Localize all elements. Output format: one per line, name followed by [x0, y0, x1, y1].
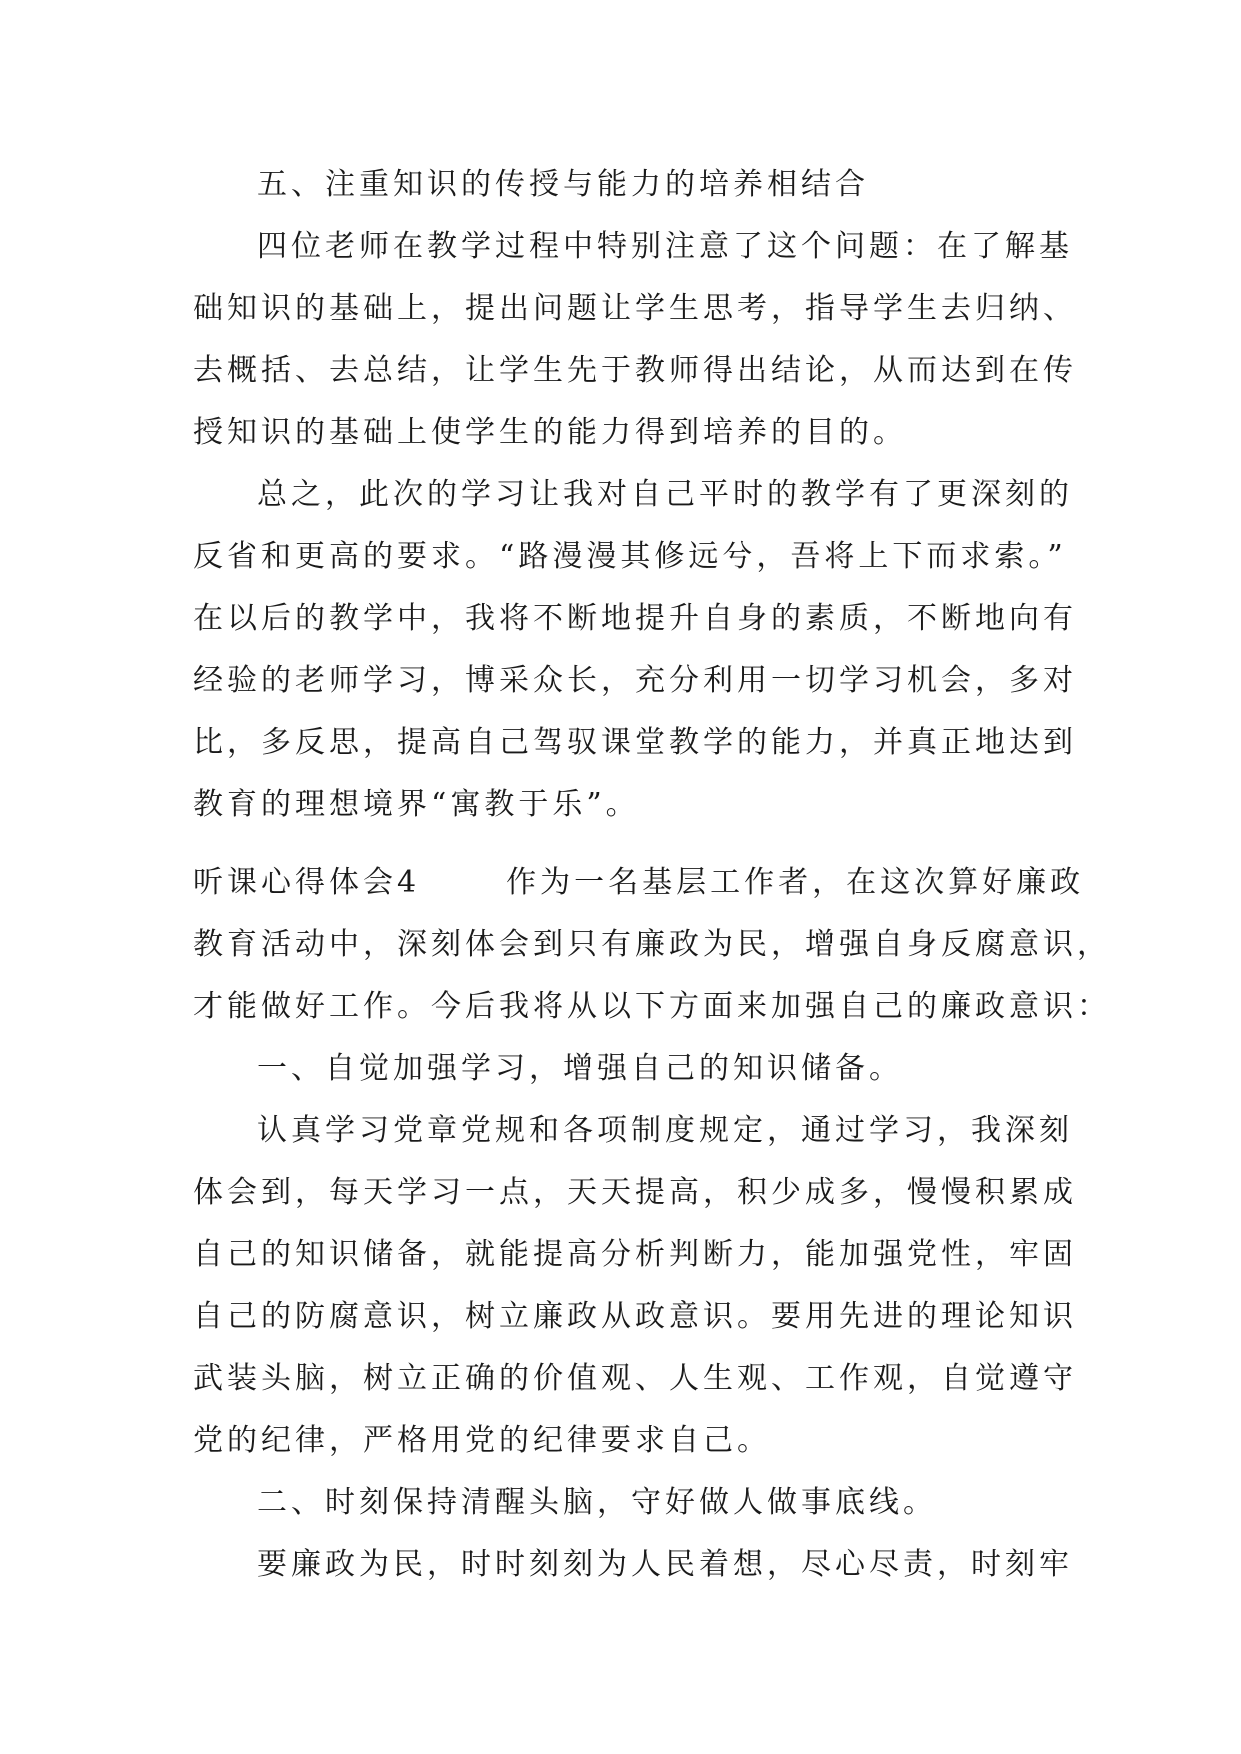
- intro-line: [193, 852, 1085, 914]
- paragraph-line: 总之，此次的学习让我对自己平时的教学有了更深刻的: [257, 477, 1073, 512]
- paragraph-line: 础知识的基础上，提出问题让学生思考，指导学生去归纳、: [193, 291, 1077, 326]
- paragraph-line: 要廉政为民，时时刻刻为人民着想，尽心尽责，时刻牢: [257, 1547, 1073, 1582]
- paragraph-line: 认真学习党章党规和各项制度规定，通过学习，我深刻: [257, 1113, 1073, 1148]
- intro-text: 作为一名基层工作者，在这次算好廉政: [506, 865, 1085, 900]
- point-heading: 一、自觉加强学习，增强自己的知识储备。: [257, 1051, 903, 1086]
- point-heading: 二、时刻保持清醒头脑，守好做人做事底线。: [257, 1485, 937, 1520]
- section-title: 听课心得体会4: [193, 865, 421, 900]
- paragraph-line: 经验的老师学习，博采众长，充分利用一切学习机会，多对: [193, 663, 1077, 698]
- paragraph-line: 去概括、去总结，让学生先于教师得出结论，从而达到在传: [193, 353, 1077, 388]
- paragraph-line: 教育活动中，深刻体会到只有廉政为民，增强自身反腐意识，: [193, 927, 1111, 962]
- paragraph-line: 体会到，每天学习一点，天天提高，积少成多，慢慢积累成: [193, 1175, 1077, 1210]
- paragraph-line: 反省和更高的要求。“路漫漫其修远兮，吾将上下而求索。”: [193, 539, 1067, 574]
- paragraph-line: 比，多反思，提高自己驾驭课堂教学的能力，并真正地达到: [193, 725, 1077, 760]
- paragraph-line: 在以后的教学中，我将不断地提升自身的素质，不断地向有: [193, 601, 1077, 636]
- section-teaching-summary: [193, 154, 1077, 836]
- section-lecture-notes-4: [193, 852, 1111, 1596]
- paragraph-line: 自己的防腐意识，树立廉政从政意识。要用先进的理论知识: [193, 1299, 1077, 1334]
- paragraph-line: 四位老师在教学过程中特别注意了这个问题：在了解基: [257, 229, 1073, 264]
- paragraph-line: 教育的理想境界“寓教于乐”。: [193, 787, 640, 822]
- paragraph-line: 党的纪律，严格用党的纪律要求自己。: [193, 1423, 771, 1458]
- section-heading: 五、注重知识的传授与能力的培养相结合: [257, 167, 869, 202]
- paragraph-line: 自己的知识储备，就能提高分析判断力，能加强党性，牢固: [193, 1237, 1077, 1272]
- paragraph-line: 授知识的基础上使学生的能力得到培养的目的。: [193, 415, 907, 450]
- paragraph-line: 才能做好工作。今后我将从以下方面来加强自己的廉政意识：: [193, 989, 1111, 1024]
- paragraph-line: 武装头脑，树立正确的价值观、人生观、工作观，自觉遵守: [193, 1361, 1077, 1396]
